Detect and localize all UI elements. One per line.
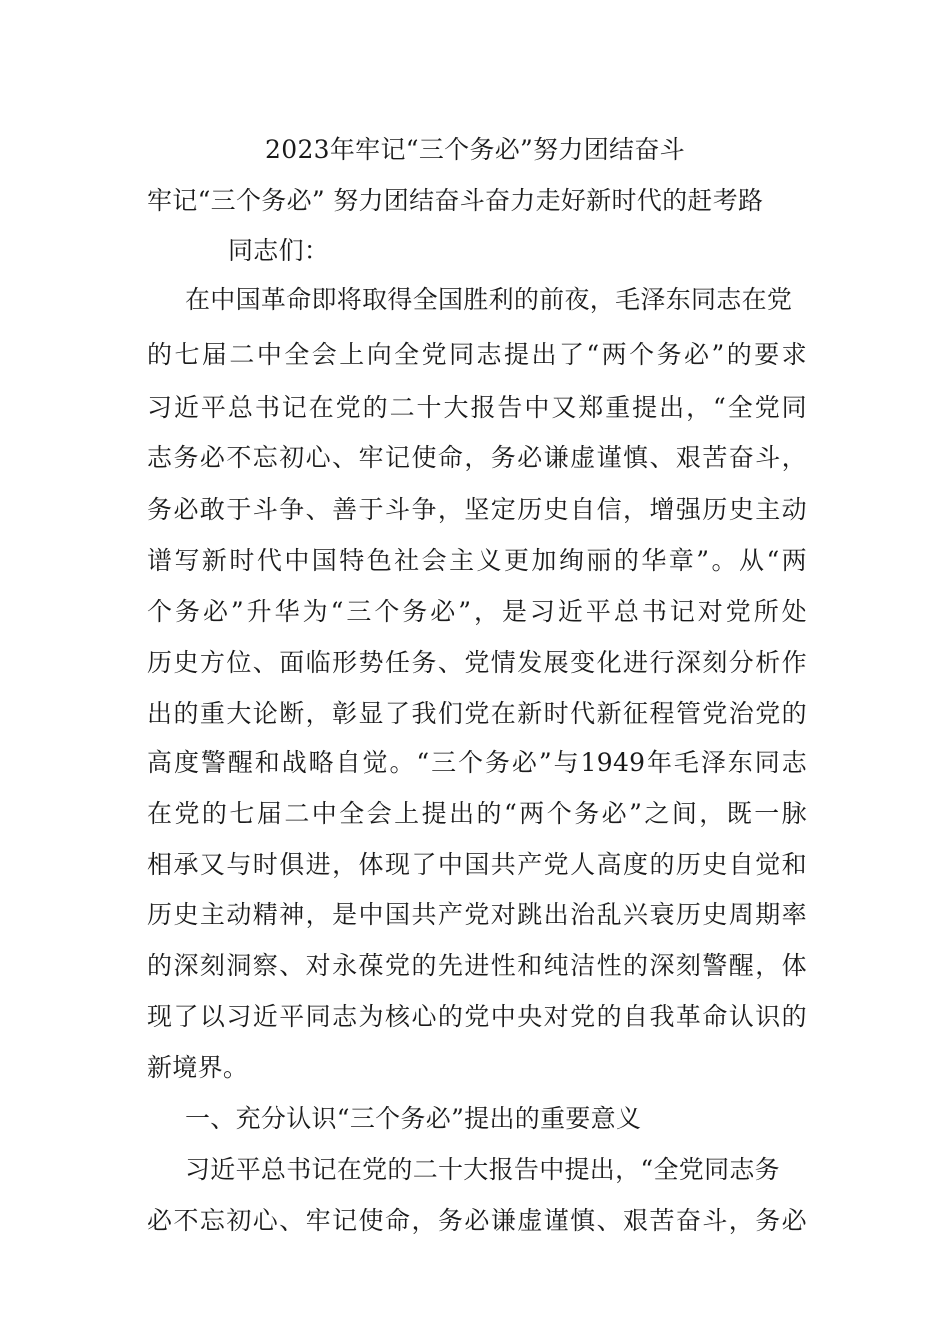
paragraph-line: 高度警醒和战略自觉。“三个务必”与1949年毛泽东同志 [147,748,807,777]
section-heading: 一、充分认识“三个务必”提出的重要意义 [185,1104,642,1133]
paragraph-line: 相承又与时俱进，体现了中国共产党人高度的历史自觉和 [147,850,807,879]
paragraph-line: 在党的七届二中全会上提出的“两个务必”之间，既一脉 [147,799,807,828]
paragraph-line: 务必敢于斗争、善于斗争，坚定历史自信，增强历史主动 [147,495,807,524]
paragraph-line: 在中国革命即将取得全国胜利的前夜，毛泽东同志在党 [185,285,793,314]
paragraph-line: 习近平总书记在党的二十大报告中又郑重提出，“全党同 [147,393,807,422]
document-subtitle: 牢记“三个务必” 努力团结奋斗奋力走好新时代的赶考路 [147,186,764,215]
paragraph-line: 习近平总书记在党的二十大报告中提出，“全党同志务 [185,1155,780,1184]
paragraph-line: 现了以习近平同志为核心的党中央对党的自我革命认识的 [147,1002,807,1031]
paragraph-line: 必不忘初心、牢记使命，务必谦虚谨慎、艰苦奋斗，务必 [147,1206,807,1235]
document-title: 2023年牢记“三个务必”努力团结奋斗 [265,135,685,164]
paragraph-line: 的深刻洞察、对永葆党的先进性和纯洁性的深刻警醒，体 [147,951,807,980]
salutation: 同志们： [228,236,330,265]
paragraph-line: 历史主动精神，是中国共产党对跳出治乱兴衰历史周期率 [147,900,807,929]
paragraph-line: 的七届二中全会上向全党同志提出了“两个务必”的要求 [147,340,807,369]
paragraph-line: 新境界。 [147,1053,249,1082]
paragraph-line: 个务必”升华为“三个务必”，是习近平总书记对党所处 [147,597,807,626]
paragraph-line: 出的重大论断，彰显了我们党在新时代新征程管党治党的 [147,699,807,728]
paragraph-line: 历史方位、面临形势任务、党情发展变化进行深刻分析作 [147,648,807,677]
paragraph-line: 谱写新时代中国特色社会主义更加绚丽的华章”。从“两 [147,546,807,575]
paragraph-line: 志务必不忘初心、牢记使命，务必谦虚谨慎、艰苦奋斗， [147,443,807,472]
